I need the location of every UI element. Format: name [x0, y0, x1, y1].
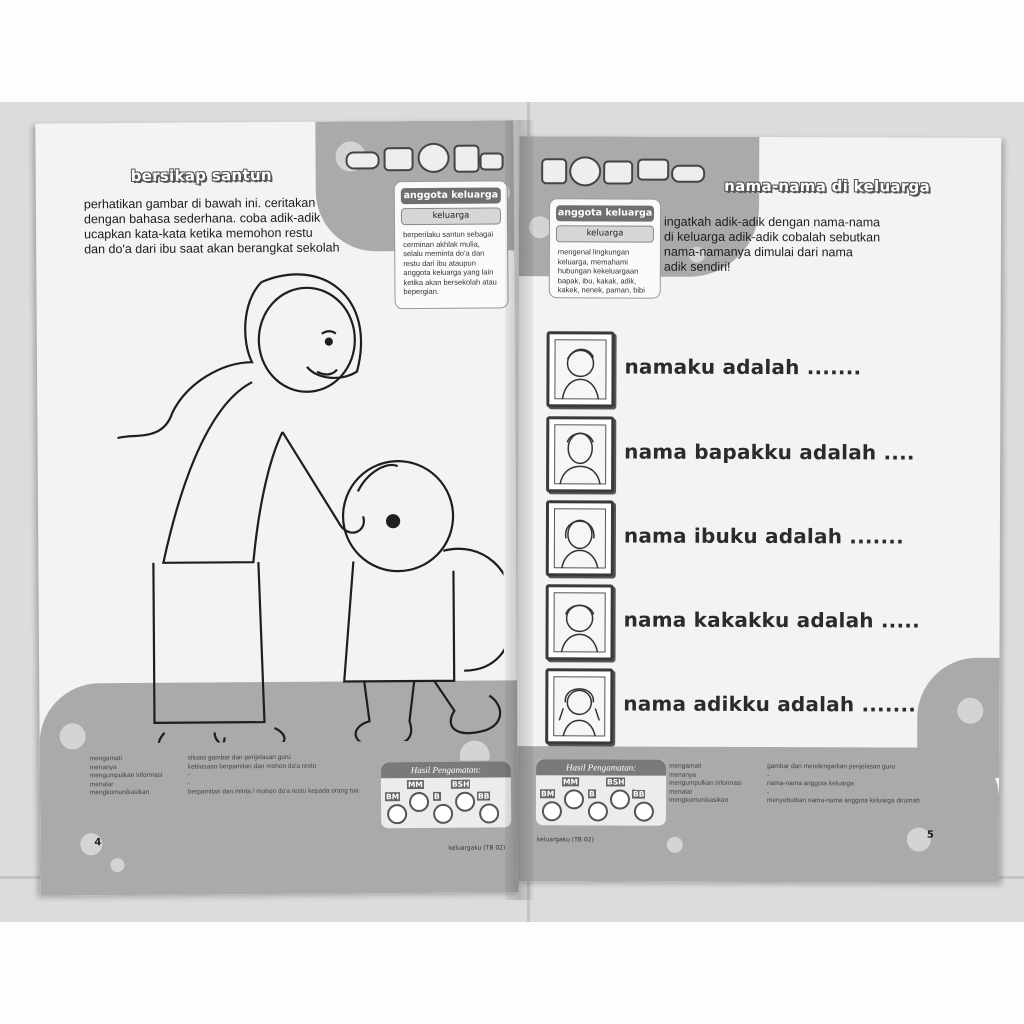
info-card-header: anggota keluarga [556, 205, 654, 221]
eval-circle[interactable] [610, 789, 630, 809]
page-number: 5 [926, 829, 934, 841]
code-bsh: BSH [607, 777, 625, 787]
evaluation-title: Hasil Pengamatan: [381, 761, 511, 778]
eval-circle[interactable] [542, 801, 562, 821]
code-bm: BM [385, 792, 400, 802]
mother-and-child-illustration [91, 260, 504, 743]
info-card-header: anggota keluarga [401, 187, 501, 204]
page-title: nama-nama di keluarga [724, 176, 931, 196]
indicator-values: situasi gambar dan penjelasan guru kebiasaan berpamitan dan mohon da'a restu - - berpamitan dan minta / mohon do'a restu kepada orang tua [187, 753, 359, 796]
bottom-right-gray [917, 658, 999, 778]
portrait-frame-mother [546, 500, 614, 576]
code-mm: MM [563, 777, 579, 787]
code-b: B [433, 791, 440, 801]
info-card-text: mengenal lingkungan keluarga, memahami hubungan kekeluargaan bapak, ibu, kakak, adik, kakek, nenek, paman, bibi [557, 247, 645, 295]
name-field-older-sibling[interactable]: nama kakakku adalah ..... [623, 607, 920, 633]
eval-circle[interactable] [634, 802, 654, 822]
code-bb: BB [477, 791, 490, 801]
name-field-father[interactable]: nama bapakku adalah .... [624, 439, 915, 465]
name-field-mother[interactable]: nama ibuku adalah ....... [623, 523, 904, 549]
footer-label: keluargaku (TB 02) [448, 844, 506, 852]
info-card [549, 198, 661, 298]
indicator-values: gambar dan mendengarkan penjelasan guru - nama-nama anggota keluarga - menyebutkan nama-nama anggota keluarga dirumah [766, 763, 920, 805]
eval-circle[interactable] [479, 803, 499, 823]
school-items-illustration [541, 154, 701, 189]
page-number: 4 [94, 837, 102, 849]
footer-label: keluargaku (TB 02) [536, 836, 594, 844]
portrait-frame-younger [545, 668, 613, 744]
name-field-self[interactable]: namaku adalah ....... [624, 354, 862, 380]
eval-circle[interactable] [564, 789, 584, 809]
school-items-illustration [345, 140, 505, 175]
eval-circle[interactable] [409, 792, 429, 812]
code-b: B [588, 789, 595, 799]
code-bm: BM [540, 789, 555, 799]
code-mm: MM [407, 779, 423, 790]
code-bb: BB [632, 789, 645, 799]
code-bsh: BSH [451, 779, 470, 789]
info-card-subheader: keluarga [556, 225, 654, 242]
name-field-younger-sibling[interactable]: nama adikku adalah ....... [623, 691, 917, 717]
info-card-text: berperilaku santun sebagai cerminan akhlak mulia, selalu meminta do'a dan restu dari ibu ataupun anggota keluarga yang lain ketika akan bersekolah atau bepergian. [403, 229, 497, 297]
eval-circle[interactable] [455, 792, 475, 812]
left-page [35, 120, 518, 895]
info-card-subheader: keluarga [401, 207, 501, 225]
book-spine [505, 120, 533, 900]
portrait-frame-self [546, 331, 614, 407]
eval-circle[interactable] [433, 804, 453, 824]
intro-text: ingatkah adik-adik dengan nama-nama di keluarga adik-adik cobalah sebutkan nama-namanya dimulai dari nama adik sendiri! [663, 214, 881, 274]
evaluation-title: Hasil Pengamatan: [536, 759, 666, 775]
eval-circle[interactable] [387, 804, 407, 824]
evaluation-box [380, 760, 512, 829]
portrait-frame-sibling [545, 584, 613, 660]
portrait-frame-father [546, 416, 614, 492]
page-title: bersikap santun [130, 166, 272, 186]
indicator-list: mengamati menanya mengumpulkan informasi menalar mengkomunikasikan [668, 762, 742, 804]
evaluation-box [535, 758, 667, 826]
eval-circle[interactable] [588, 801, 608, 821]
right-page [517, 136, 1002, 883]
indicator-list: mengamati menanya mengumpulkan informasi menalar mengkomunikasikan [89, 755, 163, 797]
intro-text: perhatikan gambar di bawah ini. ceritakan dengan bahasa sederhana. coba adik-adik ucapkan kata-kata ketika memohon restu dan do'a dari ibu saat akan berangkat sekolah [83, 195, 340, 257]
